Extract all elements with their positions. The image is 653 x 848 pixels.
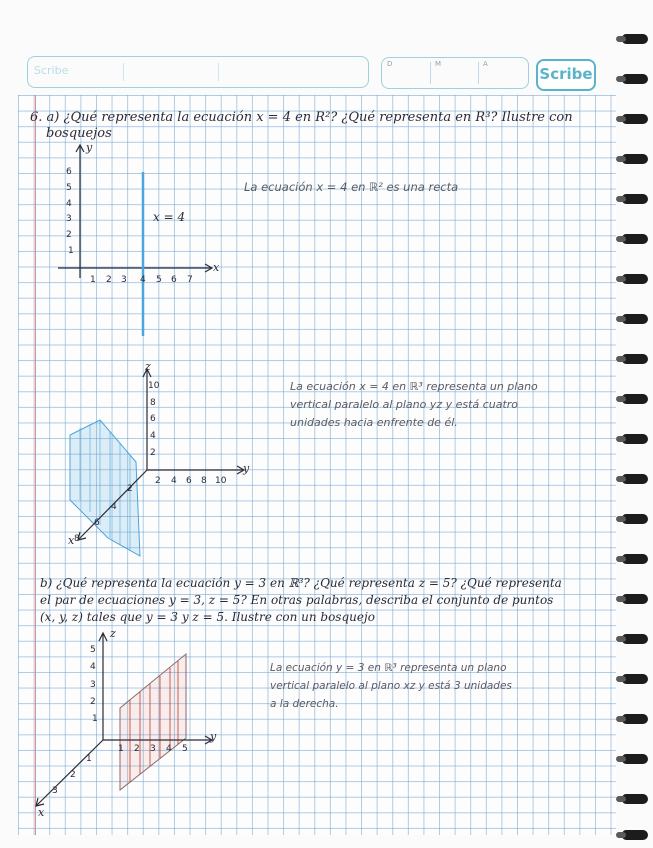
- graph3-x-tick: 3: [52, 786, 58, 796]
- graph2-x-tick: 8: [74, 534, 80, 544]
- graph3-y-tick: 3: [150, 744, 156, 754]
- graph3-y-tick: 4: [166, 744, 172, 754]
- date-label-month: M: [435, 60, 442, 68]
- answer-b-line3: a la derecha.: [270, 698, 339, 710]
- graph2-x-tick: 4: [111, 502, 117, 512]
- graph2-z-tick: 4: [150, 431, 156, 441]
- graph2-y-tick: 4: [171, 476, 177, 486]
- graph2-y-tick: 8: [201, 476, 207, 486]
- graph1-y-tick: 3: [66, 214, 72, 224]
- graph2-z-tick: 2: [150, 448, 156, 458]
- graph1-y-tick: 5: [66, 183, 72, 193]
- question-a-line1: 6. a) ¿Qué representa la ecuación x = 4 en R²? ¿Qué representa en R³? Ilustre con: [30, 110, 573, 125]
- question-b-line3: (x, y, z) tales que y = 3 y z = 5. Ilustre con un bosquejo: [40, 610, 375, 624]
- graph3-axis-y-label: y: [210, 730, 217, 743]
- graph1-axis-y-label: y: [86, 141, 93, 154]
- graph3-z-tick: 2: [90, 697, 96, 707]
- graph2-y-tick: 6: [186, 476, 192, 486]
- answer-a2-line2: vertical paralelo al plano yz y está cuatro: [290, 398, 519, 411]
- graph2-x-tick: 6: [94, 518, 100, 528]
- graph1-x-tick: 2: [106, 275, 112, 285]
- graph3-axis-x-label: x: [38, 806, 45, 819]
- graph1-y-tick: 6: [66, 167, 72, 177]
- header-brand-text: Scribe: [34, 64, 69, 77]
- graph3-y-tick: 5: [182, 744, 188, 754]
- question-b-line1: b) ¿Qué representa la ecuación y = 3 en ℝ³? ¿Qué representa z = 5? ¿Qué representa: [40, 576, 562, 590]
- graph1-x-tick: 6: [171, 275, 177, 285]
- graph2-z-tick: 8: [150, 398, 156, 408]
- graph3-z-tick: 4: [90, 662, 96, 672]
- scribe-logo: Scribe: [536, 59, 596, 91]
- graph1-x-tick: 5: [156, 275, 162, 285]
- graph2-y-tick: 2: [155, 476, 161, 486]
- graph2-axis-x-label: x: [68, 534, 75, 547]
- question-a-line2: bosquejos: [46, 126, 112, 141]
- graph1-x-tick: 3: [121, 275, 127, 285]
- graph3-x-tick: 2: [70, 770, 76, 780]
- graph2-z-tick: 6: [150, 414, 156, 424]
- graph1-x-tick: 1: [90, 275, 96, 285]
- answer-a2-line3: unidades hacia enfrente de él.: [290, 416, 458, 429]
- graph2-z-tick: 10: [148, 381, 160, 391]
- graph1-x-tick: 7: [187, 275, 193, 285]
- graph1-y-tick: 2: [66, 230, 72, 240]
- answer-b-line1: La ecuación y = 3 en ℝ³ representa un plano: [270, 662, 507, 674]
- graph2-x-tick: 2: [127, 484, 133, 494]
- question-b-line2: el par de ecuaciones y = 3, z = 5? En otras palabras, describa el conjunto de puntos: [40, 593, 554, 607]
- graph3-y-tick: 2: [134, 744, 140, 754]
- graph1-y-tick: 1: [68, 246, 74, 256]
- graph2-axis-y-label: y: [243, 462, 250, 475]
- graph3-z-tick: 5: [90, 645, 96, 655]
- answer-a2-line1: La ecuación x = 4 en ℝ³ representa un plano: [290, 380, 538, 393]
- date-label-day: D: [387, 60, 393, 68]
- answer-a1: La ecuación x = 4 en ℝ² es una recta: [244, 180, 459, 194]
- date-label-year: A: [483, 60, 488, 68]
- graph3-z-tick: 3: [90, 680, 96, 690]
- graph1-axis-x-label: x: [213, 261, 220, 274]
- graph1-y-tick: 4: [66, 199, 72, 209]
- graph2-y-tick: 10: [215, 476, 227, 486]
- graph1-x-tick: 4: [140, 275, 146, 285]
- graph3-y-tick: 1: [118, 744, 124, 754]
- graph2-axis-z-label: z: [145, 360, 151, 373]
- graph1-line-label: x = 4: [153, 210, 186, 224]
- graph3-axis-z-label: z: [110, 627, 116, 640]
- graph3-x-tick: 1: [86, 754, 92, 764]
- answer-b-line2: vertical paralelo al plano xz y está 3 unidades: [270, 680, 512, 692]
- graph3-z-tick: 1: [92, 714, 98, 724]
